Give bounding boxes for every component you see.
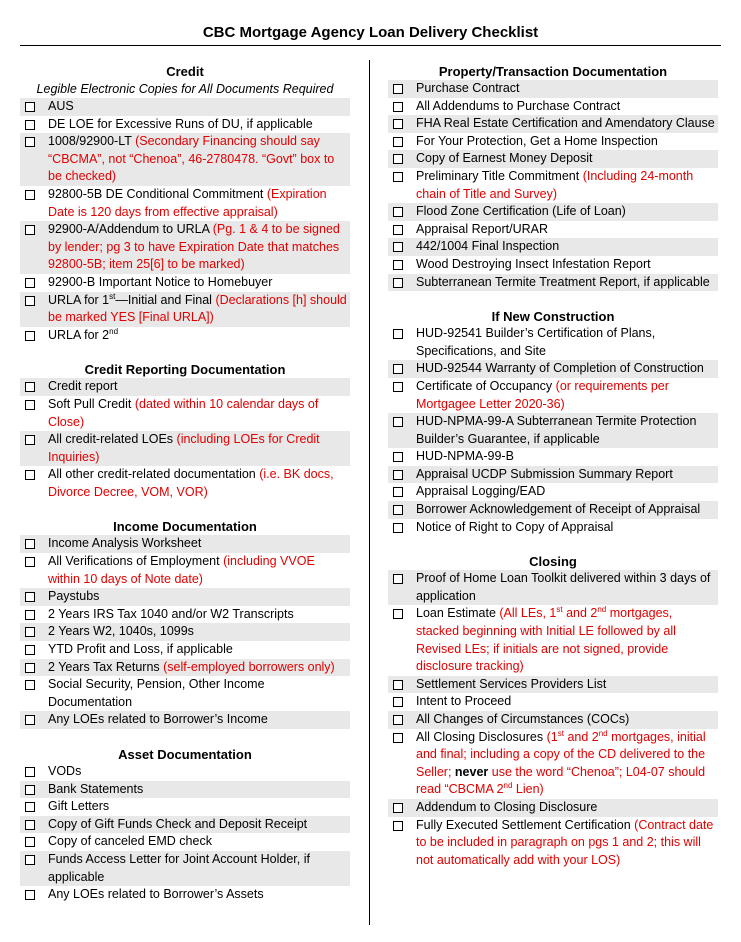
checkbox[interactable]	[25, 715, 35, 725]
item-label-text: All Closing Disclosures	[416, 729, 547, 744]
item-label-text: AUS	[48, 99, 74, 113]
item-label-text: 2 Years W2, 1040s, 1099s	[48, 624, 194, 639]
checkbox[interactable]	[393, 680, 403, 690]
item-label-text: Bank Statements	[48, 781, 144, 796]
item-label-text: Appraisal Report/URAR	[416, 221, 548, 236]
item-note-text: nd	[503, 781, 513, 791]
item-label-text: —Initial and Final	[115, 292, 216, 307]
checklist-item	[20, 466, 350, 501]
item-label-text: 92800-5B DE Conditional Commitment	[48, 186, 267, 201]
checkbox[interactable]	[25, 400, 35, 410]
item-note-text: (including VVOE within 10 days of Note date)	[48, 554, 315, 586]
item-label-text: VODs	[48, 764, 82, 778]
item-label-text: All credit-related LOEs	[48, 432, 177, 447]
item-label-text: 92900-B Important Notice to Homebuyer	[48, 274, 273, 289]
checklist-item	[388, 448, 718, 466]
checkbox[interactable]	[393, 821, 403, 831]
item-label-text: FHA Real Estate Certification and Amendatory Clause	[416, 116, 715, 131]
checkbox[interactable]	[25, 557, 35, 567]
item-note-text: mortgages, stacked beginning with Initial LE followed by all Revised LEs; if initials are not signed, provide disclosure tracking)	[416, 606, 676, 674]
item-label-text: Addendum to Closing Disclosure	[416, 799, 598, 814]
checkbox[interactable]	[25, 120, 35, 130]
section-heading-if-new-construction: If New Construction	[491, 309, 615, 325]
checklist-item	[20, 396, 350, 431]
right-column	[388, 63, 718, 869]
item-label-text: Purchase Contract	[416, 81, 520, 95]
item-label-text: Wood Destroying Insect Infestation Report	[416, 256, 651, 271]
section-heading-income-documentation: Income Documentation	[113, 519, 257, 535]
checklist-item	[20, 186, 350, 221]
item-label-text: HUD-NPMA-99-A Subterranean Termite Protection Builder’s Guarantee, if applicable	[416, 414, 697, 446]
checkbox[interactable]	[393, 523, 403, 533]
item-label-text: Settlement Services Providers List	[416, 676, 607, 691]
item-note-text: Lien)	[512, 782, 544, 797]
item-note-text: (including LOEs for Credit Inquiries)	[48, 432, 320, 464]
item-label-text: never	[454, 764, 489, 779]
item-note-text: (self-employed borrowers only)	[163, 659, 335, 674]
checklist-item	[20, 535, 350, 553]
checklist-item	[388, 133, 718, 151]
title-rule	[20, 45, 721, 46]
checklist-item	[20, 833, 350, 851]
checkbox[interactable]	[25, 382, 35, 392]
checkbox[interactable]	[393, 505, 403, 515]
section-subtitle: Legible Electronic Copies for All Documents Required	[36, 82, 334, 96]
checkbox[interactable]	[393, 733, 403, 743]
item-label-text: Credit report	[48, 379, 118, 394]
column-divider	[369, 60, 370, 925]
item-label-text: 92900-A/Addendum to URLA	[48, 222, 213, 237]
checkbox[interactable]	[25, 225, 35, 235]
checkbox[interactable]	[25, 592, 35, 602]
checklist-item	[20, 676, 350, 711]
item-label-text: Borrower Acknowledgement of Receipt of Appraisal	[416, 502, 701, 517]
checklist-item	[388, 466, 718, 484]
checkbox[interactable]	[393, 609, 403, 619]
checkbox[interactable]	[393, 417, 403, 427]
item-note-text: use the word “Chenoa”; L04-07 should read “CBCMA 2	[416, 764, 706, 797]
checkbox[interactable]	[393, 154, 403, 164]
item-label-text: Income Analysis Worksheet	[48, 536, 202, 551]
checklist-item	[388, 115, 718, 133]
checkbox[interactable]	[25, 278, 35, 288]
checkbox[interactable]	[25, 802, 35, 812]
checkbox[interactable]	[25, 785, 35, 795]
item-label-text: YTD Profit and Loss, if applicable	[48, 642, 233, 657]
checklist-item	[20, 659, 350, 677]
item-label-text: Proof of Home Loan Toolkit delivered within 3 days of application	[416, 571, 711, 603]
checklist-item	[20, 816, 350, 834]
checklist-item	[20, 781, 350, 799]
item-label-text: For Your Protection, Get a Home Inspection	[416, 133, 658, 148]
checkbox[interactable]	[393, 102, 403, 112]
checklist-item	[20, 623, 350, 641]
checkbox[interactable]	[393, 207, 403, 217]
checklist-item	[20, 763, 350, 781]
item-label-text: URLA for 2	[48, 327, 110, 342]
item-label-text: Fully Executed Settlement Certification	[416, 817, 635, 832]
item-label-text: Any LOEs related to Borrower’s Income	[48, 712, 268, 727]
item-label-text: Any LOEs related to Borrower’s Assets	[48, 887, 264, 902]
checkbox[interactable]	[393, 119, 403, 129]
item-label-text: Notice of Right to Copy of Appraisal	[416, 519, 614, 534]
checkbox[interactable]	[393, 470, 403, 480]
item-note-text: nd	[598, 728, 608, 738]
checkbox[interactable]	[393, 574, 403, 584]
item-note-text: and 2	[562, 606, 598, 621]
item-label-text: 1008/92900-LT	[48, 134, 136, 149]
checklist-item	[388, 98, 718, 116]
item-label-text: 2 Years IRS Tax 1040 and/or W2 Transcripts	[48, 606, 294, 621]
checklist-item	[388, 570, 718, 605]
item-label-text: Funds Access Letter for Joint Account Holder, if applicable	[48, 851, 310, 884]
checklist-item	[20, 274, 350, 292]
checkbox[interactable]	[25, 645, 35, 655]
item-label-text: All other credit-related documentation	[48, 467, 260, 482]
checkbox[interactable]	[393, 172, 403, 182]
item-label-text: Copy of Gift Funds Check and Deposit Receipt	[48, 816, 308, 831]
checkbox[interactable]	[25, 470, 35, 480]
item-note-text: st	[557, 728, 564, 738]
checkbox[interactable]	[25, 820, 35, 830]
checklist-item	[388, 360, 718, 378]
item-note-text: (Secondary Financing should say “CBCMA”, not “Chenoa”, 46-2780478. “Govt” box to be checked)	[48, 134, 335, 184]
checklist-item	[388, 325, 718, 360]
item-label-text: Flood Zone Certification (Life of Loan)	[416, 204, 626, 219]
item-note-text: (i.e. BK docs, Divorce Decree, VOM, VOR)	[48, 467, 334, 499]
checkbox[interactable]	[393, 697, 403, 707]
item-label-text: Preliminary Title Commitment	[416, 168, 583, 183]
item-label-text: HUD-NPMA-99-B	[416, 449, 514, 464]
item-note-text: st	[556, 605, 563, 615]
item-label-text: Copy of canceled EMD check	[48, 834, 212, 849]
checklist-item	[388, 711, 718, 729]
checkbox[interactable]	[25, 890, 35, 900]
section-heading-asset-documentation: Asset Documentation	[118, 747, 252, 762]
checkbox[interactable]	[393, 452, 403, 462]
section-heading-credit: Credit	[166, 64, 204, 79]
item-label-text: All Addendums to Purchase Contract	[416, 98, 621, 113]
checklist-item	[388, 519, 718, 537]
item-label-text: nd	[109, 326, 119, 336]
checkbox[interactable]	[393, 382, 403, 392]
checklist-item	[388, 80, 718, 98]
item-note-text: (All LEs, 1	[499, 606, 557, 621]
checkbox[interactable]	[25, 102, 35, 112]
checkbox[interactable]	[25, 190, 35, 200]
section-heading-property-transaction-documentation: Property/Transaction Documentation	[438, 64, 668, 79]
checklist-item	[388, 729, 718, 799]
checklist-item	[388, 605, 718, 675]
checklist-item	[388, 274, 718, 292]
checklist-item	[388, 150, 718, 168]
item-note-text: (Contract date to be included in paragraph on pgs 1 and 2; this will not automatically add with your LOS)	[416, 817, 714, 867]
checklist-item	[20, 711, 350, 729]
item-note-text: (Including 24-month chain of Title and Survey)	[416, 168, 694, 201]
checklist-item	[388, 168, 718, 203]
checklist-item	[20, 221, 350, 274]
item-note-text: (Declarations [h] should be marked YES [Final URLA])	[48, 292, 347, 325]
checklist-item	[20, 886, 350, 904]
checklist-item	[388, 413, 718, 448]
checkbox[interactable]	[25, 663, 35, 673]
checklist-item	[388, 203, 718, 221]
item-label-text: st	[109, 291, 116, 301]
checklist-item	[20, 327, 350, 345]
checkbox[interactable]	[25, 767, 35, 777]
checkbox[interactable]	[393, 137, 403, 147]
checklist-item	[20, 116, 350, 134]
checkbox[interactable]	[393, 84, 403, 94]
checklist-item	[20, 378, 350, 396]
checklist-item	[20, 431, 350, 466]
item-label-text: Copy of Earnest Money Deposit	[416, 151, 593, 166]
checkbox[interactable]	[393, 364, 403, 374]
checklist-item	[388, 799, 718, 817]
checklist-item	[388, 817, 718, 870]
checklist-item	[20, 292, 350, 327]
checklist-item	[388, 221, 718, 239]
item-label-text: Appraisal UCDP Submission Summary Report	[416, 466, 673, 481]
checklist-item	[388, 501, 718, 519]
item-label-text: 2 Years Tax Returns	[48, 659, 164, 674]
checkbox[interactable]	[25, 627, 35, 637]
checklist-item	[20, 133, 350, 186]
item-label-text: HUD-92541 Builder’s Certification of Plans, Specifications, and Site	[416, 326, 656, 358]
checkbox[interactable]	[25, 539, 35, 549]
item-label-text: HUD-92544 Warranty of Completion of Construction	[416, 361, 704, 376]
checkbox[interactable]	[25, 610, 35, 620]
checkbox[interactable]	[393, 278, 403, 288]
checklist-item	[20, 98, 350, 116]
checklist-item	[388, 483, 718, 501]
checklist-item	[388, 676, 718, 694]
checklist-item	[20, 606, 350, 624]
section-heading-credit-reporting-documentation: Credit Reporting Documentation	[84, 362, 286, 378]
checklist-item	[388, 693, 718, 711]
checkbox[interactable]	[393, 225, 403, 235]
checklist-item	[20, 851, 350, 886]
item-note-text: mortgages, initial and final; including a copy of the CD delivered to the Seller;	[416, 729, 706, 779]
checklist-item	[388, 256, 718, 274]
checkbox[interactable]	[393, 329, 403, 339]
item-label-text: Gift Letters	[48, 799, 110, 814]
item-label-text: URLA for 1	[48, 292, 110, 307]
checkbox[interactable]	[393, 715, 403, 725]
item-label-text: Loan Estimate	[416, 606, 500, 621]
left-column	[20, 63, 350, 904]
checklist-item	[20, 641, 350, 659]
checkbox[interactable]	[25, 296, 35, 306]
item-label-text: Appraisal Logging/EAD	[416, 484, 546, 499]
checkbox[interactable]	[25, 680, 35, 690]
item-label-text: DE LOE for Excessive Runs of DU, if applicable	[48, 116, 313, 131]
item-note-text: nd	[597, 605, 607, 615]
section-heading-closing: Closing	[529, 554, 577, 570]
checklist-item	[388, 378, 718, 413]
item-note-text: and 2	[563, 729, 599, 744]
checkbox[interactable]	[393, 803, 403, 813]
item-label-text: 442/1004 Final Inspection	[416, 239, 560, 254]
item-label-text: All Verifications of Employment	[48, 554, 224, 569]
item-note-text: (dated within 10 calendar days of Close)	[48, 396, 319, 429]
item-note-text: (Pg. 1 & 4 to be signed by lender; pg 3 to have Expiration Date that matches 92800-5B; item 25[6] to be marked)	[48, 222, 340, 272]
checklist-item	[20, 553, 350, 588]
item-label-text: Social Security, Pension, Other Income Documentation	[48, 677, 265, 709]
checkbox[interactable]	[25, 837, 35, 847]
item-label-text: Subterranean Termite Treatment Report, if applicable	[416, 274, 710, 289]
item-note-text: (or requirements per Mortgagee Letter 2020-36)	[416, 378, 669, 411]
item-label-text: Soft Pull Credit	[48, 396, 135, 411]
item-note-text: (Expiration Date is 120 days from effective appraisal)	[48, 186, 327, 219]
item-label-text: Certificate of Occupancy	[416, 378, 556, 393]
checklist-item	[20, 798, 350, 816]
checkbox[interactable]	[25, 855, 35, 865]
checkbox[interactable]	[25, 331, 35, 341]
checkbox[interactable]	[25, 137, 35, 147]
item-note-text: (1	[546, 729, 558, 744]
item-label-text: Intent to Proceed	[416, 694, 512, 709]
checklist-item	[20, 588, 350, 606]
checkbox[interactable]	[393, 487, 403, 497]
checkbox[interactable]	[393, 260, 403, 270]
item-label-text: All Changes of Circumstances (COCs)	[416, 712, 630, 726]
page-title: CBC Mortgage Agency Loan Delivery Checklist	[202, 24, 539, 41]
checkbox[interactable]	[393, 242, 403, 252]
checklist-item	[388, 238, 718, 256]
item-label-text: Paystubs	[48, 589, 100, 604]
checkbox[interactable]	[25, 435, 35, 445]
